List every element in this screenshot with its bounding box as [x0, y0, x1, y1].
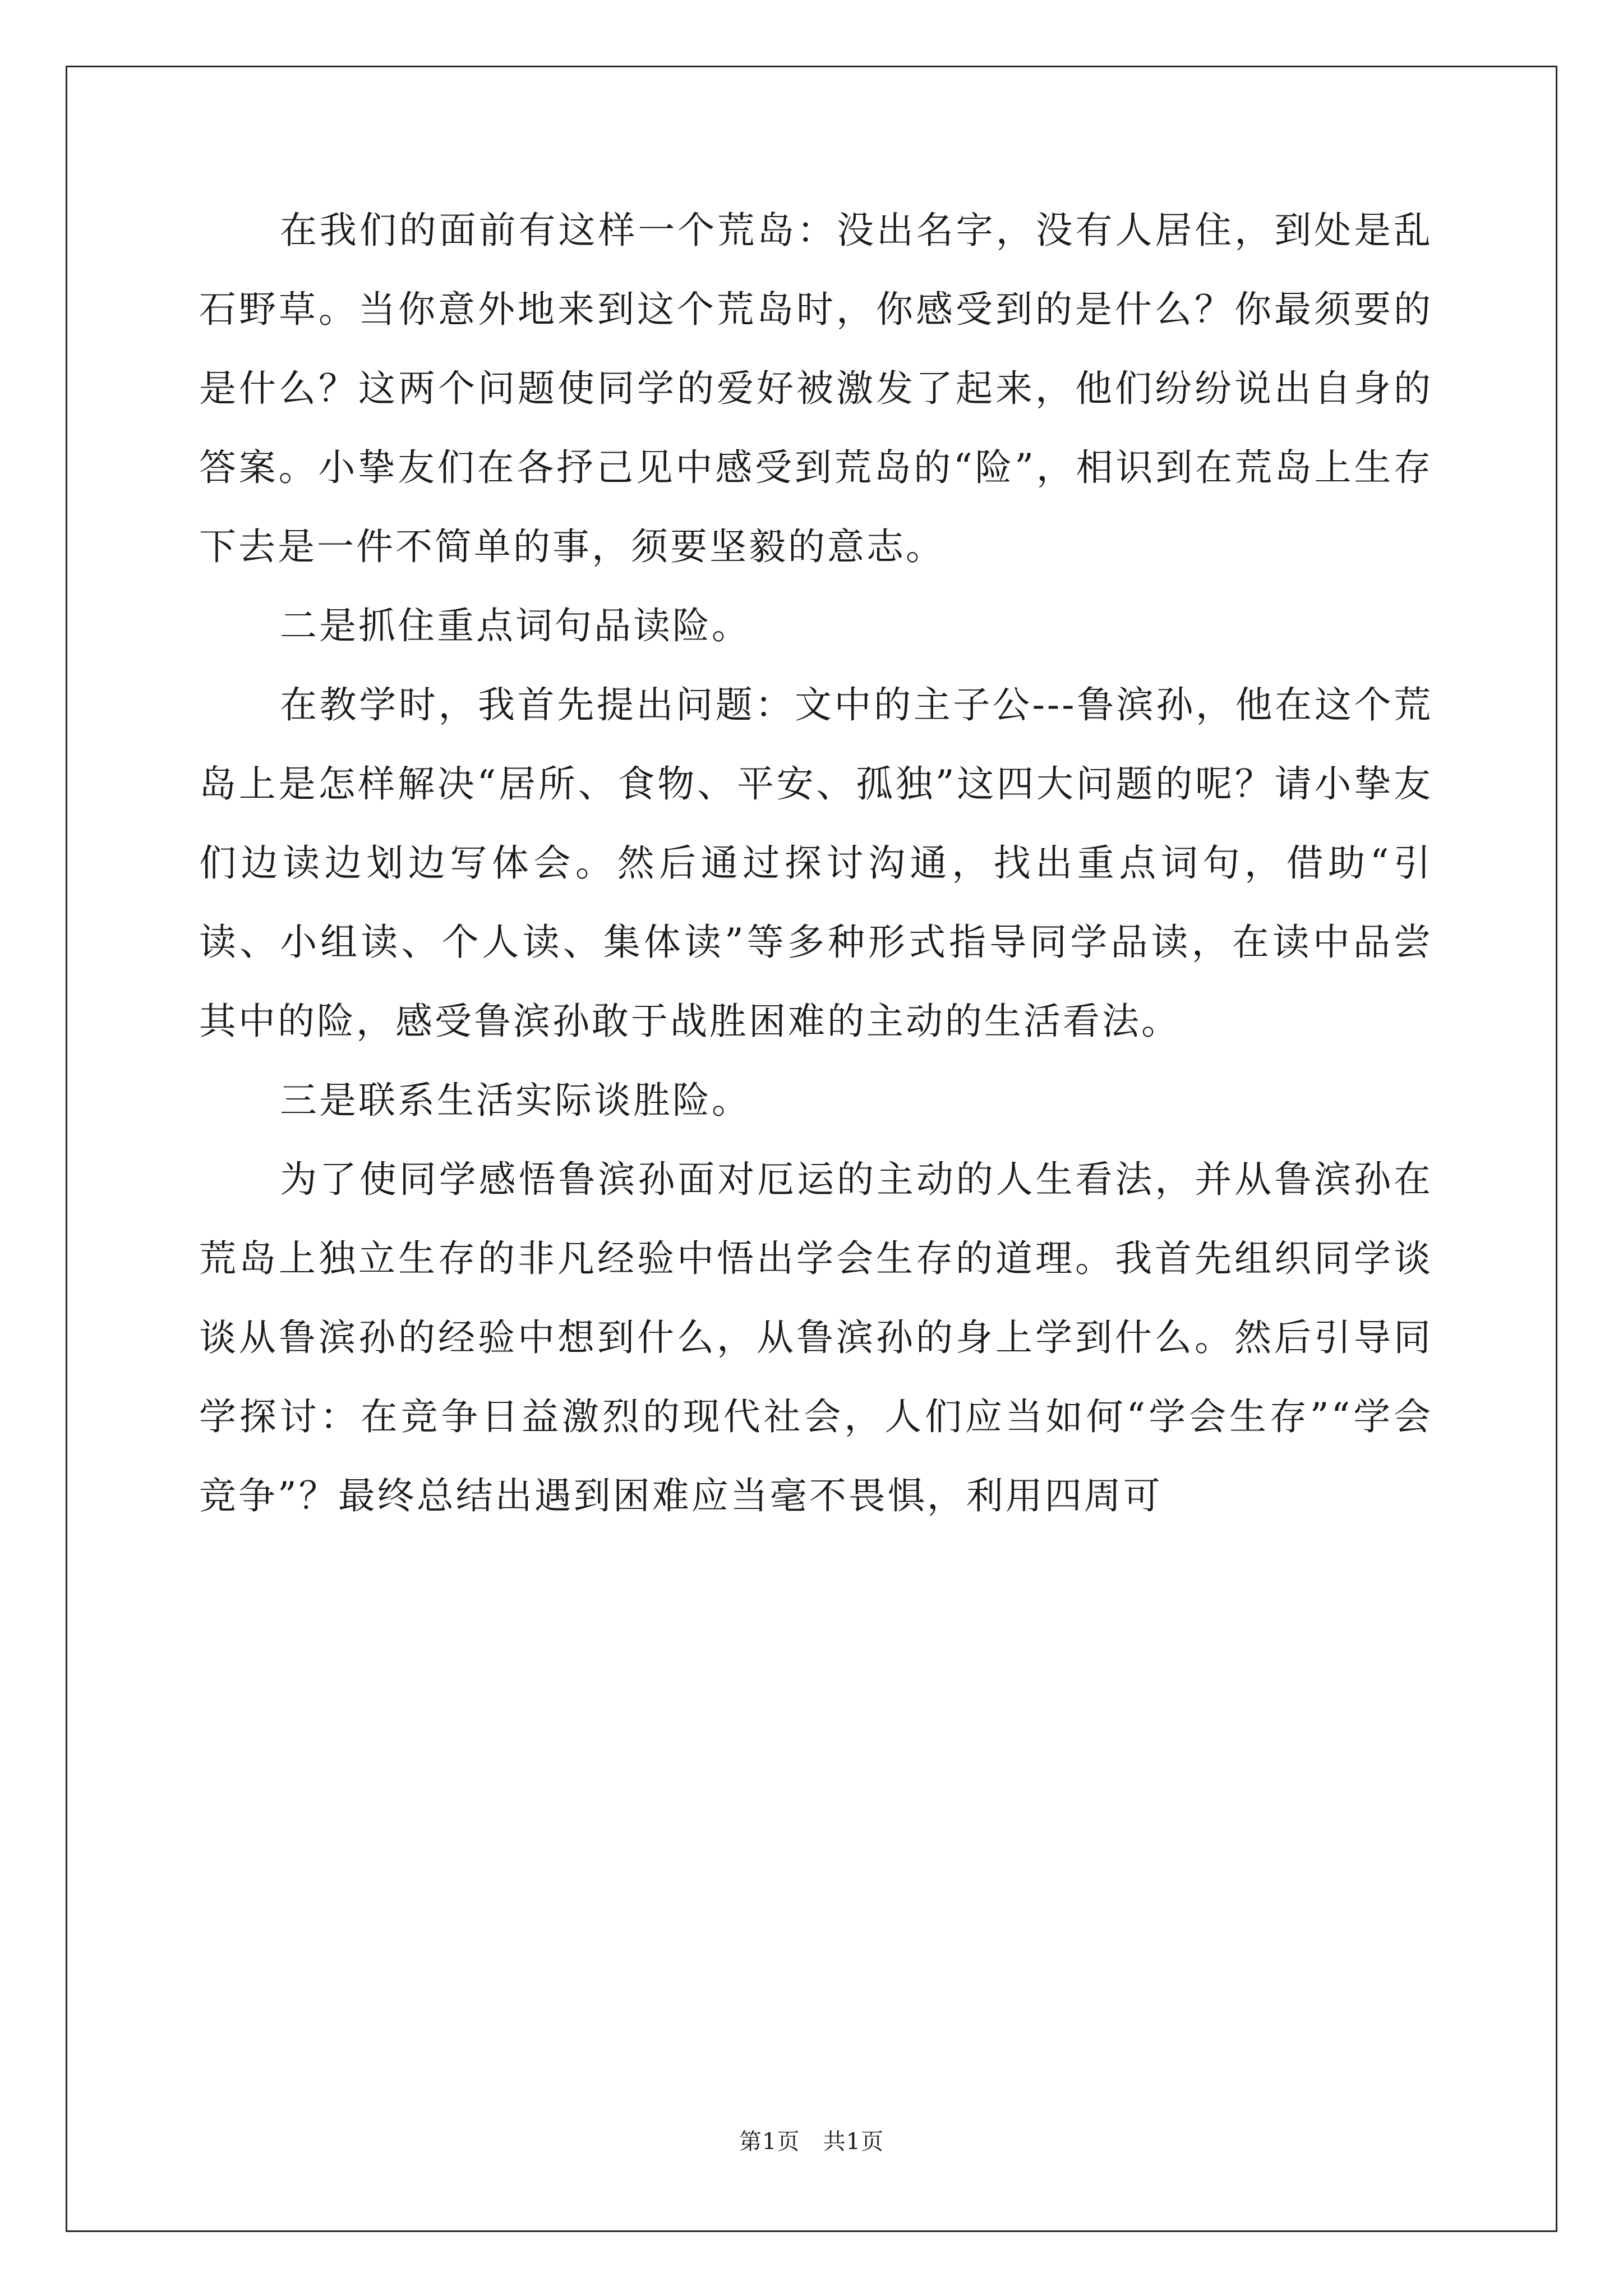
paragraph: 二是抓住重点词句品读险。	[280, 604, 751, 647]
paragraph: 三是联系生活实际谈胜险。	[280, 1079, 751, 1122]
paragraph: 在我们的面前有这样一个荒岛：没出名字，没有人居住，到处是乱石野草。当你意外地来到这个荒岛时，你感受到的是什么？你最须要的是什么？这两个问题使同学的爱好被激发了起来，他们纷纷说出自身的答案。小挚友们在各抒己见中感受到荒岛的“险”，相识到在荒岛上生存下去是一件不简单的事，须要坚毅的意志。	[199, 209, 1433, 568]
document-body	[199, 191, 1433, 1535]
page-number: 第1页	[739, 2129, 800, 2155]
page-footer	[0, 2124, 1623, 2156]
page-total: 共1页	[823, 2129, 884, 2155]
paragraph: 为了使同学感悟鲁滨孙面对厄运的主动的人生看法，并从鲁滨孙在荒岛上独立生存的非凡经验中悟出学会生存的道理。我首先组织同学谈谈从鲁滨孙的经验中想到什么，从鲁滨孙的身上学到什么。然后引导同学探讨：在竞争日益激烈的现代社会，人们应当如何“学会生存”“学会竞争”？最终总结出遇到困难应当毫不畏惧，利用四周可	[199, 1158, 1433, 1517]
paragraph: 在教学时，我首先提出问题：文中的主子公---鲁滨孙，他在这个荒岛上是怎样解决“居所、食物、平安、孤独”这四大问题的呢？请小挚友们边读边划边写体会。然后通过探讨沟通，找出重点词句，借助“引读、小组读、个人读、集体读”等多种形式指导同学品读，在读中品尝其中的险，感受鲁滨孙敢于战胜困难的主动的生活看法。	[199, 683, 1433, 1043]
